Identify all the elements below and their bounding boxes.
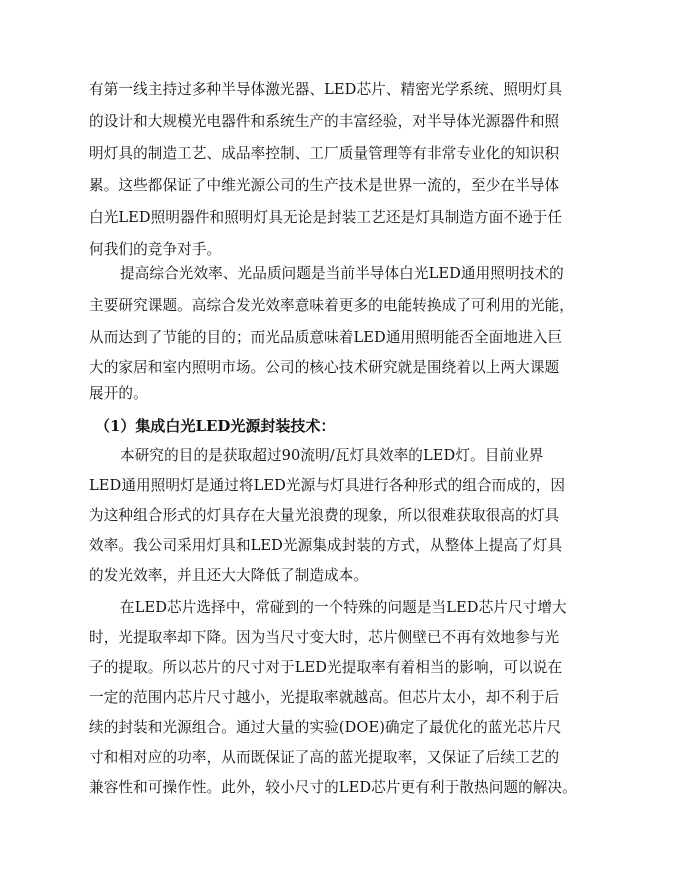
paragraph-2-line: 展开的。 [89, 385, 148, 402]
paragraph-1-line: 累。这些都保证了中维光源公司的生产技术是世界一流的，至少在半导体 [89, 177, 560, 194]
paragraph-4-line: 时，光提取率却下降。因为当尺寸变大时，芯片侧壁已不再有效地参与光 [89, 629, 560, 646]
section-heading: （1）集成白光LED光源封装技术： [95, 417, 336, 435]
paragraph-1-line: 有第一线主持过多种半导体激光器、LED芯片、精密光学系统、照明灯具 [89, 81, 563, 98]
paragraph-4-line: 子的提取。所以芯片的尺寸对于LED光提取率有着相当的影响，可以说在 [89, 659, 563, 676]
paragraph-2-line: 从而达到了节能的目的；而光品质意味着LED通用照明能否全面地进入巨 [89, 329, 563, 346]
paragraph-2-line: 提高综合光效率、光品质问题是当前半导体白光LED通用照明技术的 [120, 265, 564, 282]
paragraph-4-line: 续的封装和光源组合。通过大量的实验(DOE)确定了最优化的蓝光芯片尺 [89, 719, 562, 736]
paragraph-1-line: 白光LED照明器件和照明灯具无论是封装工艺还是灯具制造方面不逊于任 [89, 209, 563, 226]
paragraph-4-line: 兼容性和可操作性。此外，较小尺寸的LED芯片更有利于散热问题的解决。 [89, 779, 577, 796]
paragraph-3-line: LED通用照明灯是通过将LED光源与灯具进行各种形式的组合而成的，因 [89, 477, 566, 494]
paragraph-4-line: 寸和相对应的功率，从而既保证了高的蓝光提取率，又保证了后续工艺的 [89, 749, 560, 766]
paragraph-4-line: 一定的范围内芯片尺寸越小，光提取率就越高。但芯片太小，却不利于后 [89, 689, 560, 706]
paragraph-3-line: 的发光效率，并且还大大降低了制造成本。 [89, 567, 369, 584]
paragraph-4-line: 在LED芯片选择中，常碰到的一个特殊的问题是当LED芯片尺寸增大 [120, 599, 567, 616]
paragraph-3-line: 效率。我公司采用灯具和LED光源集成封装的方式，从整体上提高了灯具 [89, 537, 563, 554]
paragraph-2-line: 主要研究课题。高综合发光效率意味着更多的电能转换成了可利用的光能， [89, 297, 574, 314]
paragraph-2-line: 大的家居和室内照明市场。公司的核心技术研究就是围绕着以上两大课题 [89, 359, 560, 376]
paragraph-1-line: 明灯具的制造工艺、成品率控制、工厂质量管理等有非常专业化的知识积 [89, 145, 560, 162]
paragraph-3-line: 为这种组合形式的灯具存在大量光浪费的现象，所以很难获取很高的灯具 [89, 507, 560, 524]
paragraph-1-line: 的设计和大规模光电器件和系统生产的丰富经验，对半导体光源器件和照 [89, 113, 560, 130]
paragraph-3-line: 本研究的目的是获取超过90流明/瓦灯具效率的LED灯。目前业界 [120, 447, 544, 464]
paragraph-1-line: 何我们的竞争对手。 [89, 241, 222, 258]
